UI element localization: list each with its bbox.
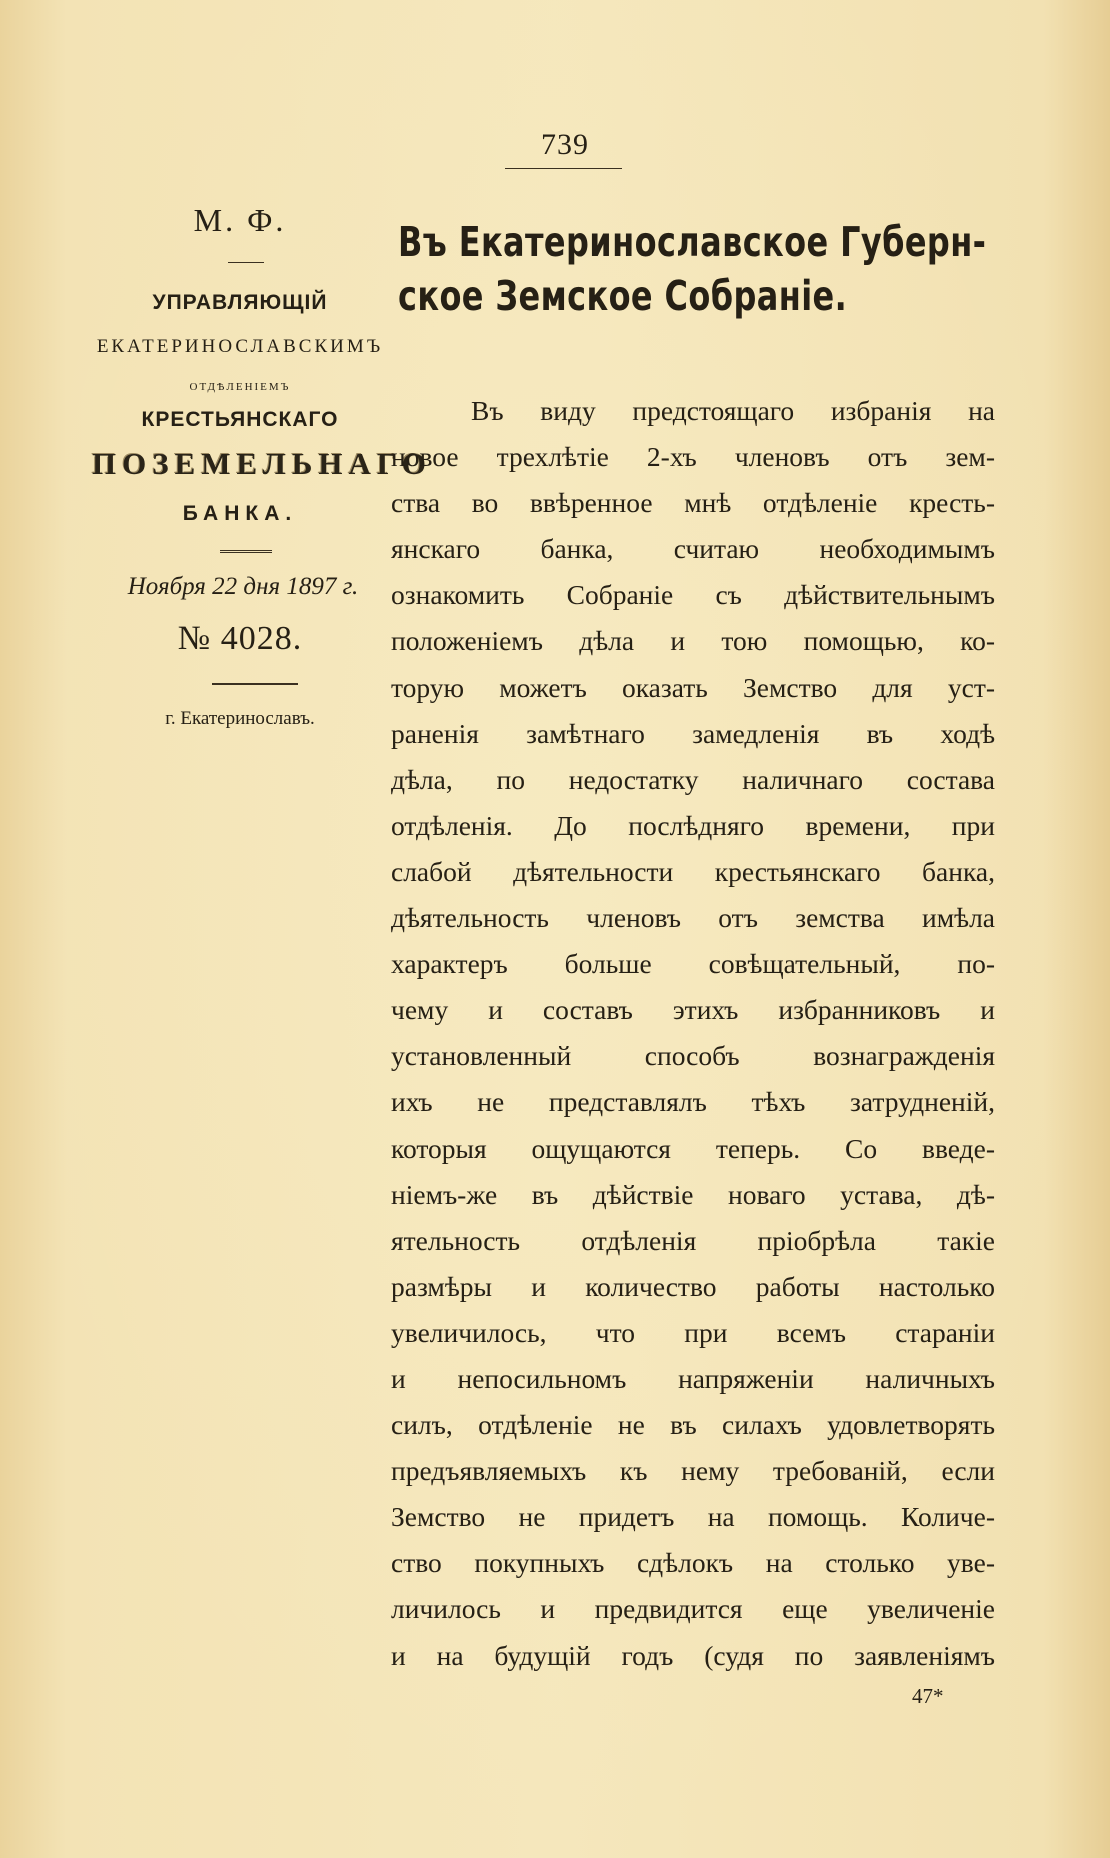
body-line: установленный способъ вознагражденія <box>391 1040 995 1072</box>
sidebar-dash-1 <box>228 262 264 263</box>
body-line: силъ, отдѣленіе не въ силахъ удовлетворять <box>391 1409 995 1441</box>
catchword: 47* <box>912 1684 944 1708</box>
body-line: личилось и предвидится еще увеличеніе <box>391 1593 995 1625</box>
body-line: увеличилось, что при всемъ стараніи <box>391 1316 995 1348</box>
sidebar-title-line4: КРЕСТЬЯНСКАГО <box>141 408 339 431</box>
body-line: дѣла, по недостатку наличнаго состава <box>391 763 995 795</box>
body-line: раненія замѣтнаго замедленія въ ходѣ <box>391 717 995 749</box>
document-heading <box>398 215 999 323</box>
page-number: 739 <box>541 128 589 161</box>
body-text <box>391 388 995 1679</box>
body-line: дѣятельность членовъ отъ земства имѣла <box>391 902 995 934</box>
body-line: Въ виду предстоящаго избранія на <box>471 395 995 426</box>
body-line: ство покупныхъ сдѣлокъ на столько уве- <box>391 1547 995 1579</box>
body-line: новое трехлѣтіе 2-хъ членовъ отъ зем- <box>391 441 995 473</box>
body-line: предъявляемыхъ къ нему требованій, если <box>391 1455 995 1487</box>
body-line: чему и составъ этихъ избранниковъ и <box>391 994 995 1026</box>
heading-line-1: Въ Екатеринославское Губерн- <box>398 218 987 266</box>
sidebar-title-line5: ПОЗЕМЕЛЬНАГО <box>92 446 432 481</box>
body-line: ства во ввѣренное мнѣ отдѣленіе кресть- <box>391 487 995 519</box>
sidebar-dash-2 <box>212 683 298 685</box>
body-line: ніемъ-же въ дѣйствіе новаго устава, дѣ- <box>391 1178 995 1210</box>
body-line: янскаго банка, считаю необходимымъ <box>391 533 995 565</box>
sidebar-document-number: № 4028. <box>177 620 303 657</box>
body-line: ятельность отдѣленія пріобрѣла такіе <box>391 1224 995 1256</box>
body-line: слабой дѣятельности крестьянскаго банка, <box>391 855 995 887</box>
body-line: и непосильномъ напряженіи наличныхъ <box>391 1362 995 1394</box>
sidebar-title-line2: ЕКАТЕРИНОСЛАВСКИМЪ <box>96 336 384 357</box>
sidebar-city: г. Екатеринославъ. <box>165 708 315 729</box>
body-line: положеніемъ дѣла и тою помощью, ко- <box>391 625 995 657</box>
body-line: ознакомить Собраніе съ дѣйствительнымъ <box>391 579 995 611</box>
body-line: характеръ больше совѣщательный, по- <box>391 948 995 980</box>
sidebar-date: Ноября 22 дня 1897 г. <box>127 573 359 600</box>
body-line: размѣры и количество работы настолько <box>391 1270 995 1302</box>
page-number-rule <box>505 168 622 169</box>
body-line: Земство не придетъ на помощь. Количе- <box>391 1501 995 1533</box>
body-line: и на будущій годъ (судя по заявленіямъ <box>391 1639 995 1671</box>
heading-line-2: ское Земское Собраніе. <box>398 272 848 320</box>
body-line: отдѣленія. До послѣдняго времени, при <box>391 809 995 841</box>
sidebar-title-line1: УПРАВЛЯЮЩІЙ <box>152 291 328 314</box>
sidebar-title-line6: БАНКА. <box>182 502 298 525</box>
body-line: торую можетъ оказать Земство для уст- <box>391 671 995 703</box>
body-line: которыя ощущаются теперь. Со введе- <box>391 1132 995 1164</box>
body-line: ихъ не представлялъ тѣхъ затрудненій, <box>391 1086 995 1118</box>
sidebar-initials: М. Ф. <box>193 202 287 238</box>
sidebar-title-line3: ОТДѢЛЕНІЕМЪ <box>189 381 291 393</box>
sidebar-double-rule <box>220 550 272 553</box>
